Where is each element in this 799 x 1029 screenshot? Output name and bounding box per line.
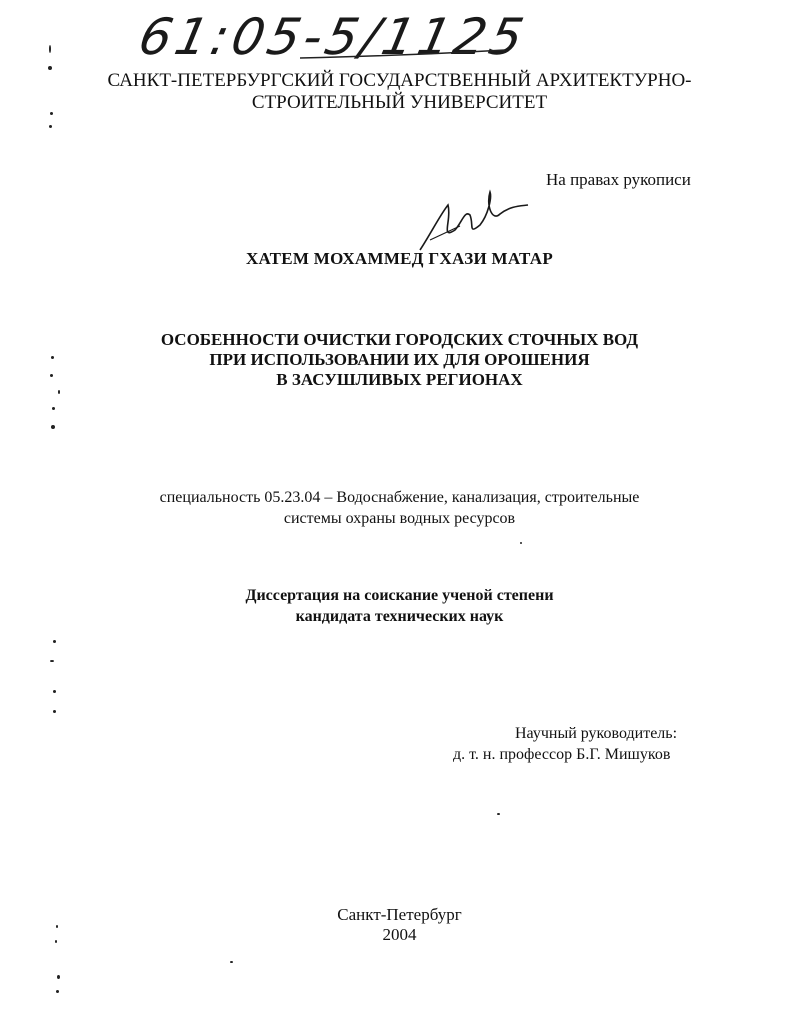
specialty-line1: специальность 05.23.04 – Водоснабжение, канализация, строительные — [159, 489, 640, 506]
scan-speck — [53, 690, 56, 693]
scan-speck — [497, 813, 500, 815]
title-line3: В ЗАСУШЛИВЫХ РЕГИОНАХ — [276, 370, 523, 389]
scan-speck — [51, 356, 54, 359]
scan-speck — [56, 990, 59, 993]
author-name: ХАТЕМ МОХАММЕД ГХАЗИ МАТАР — [245, 249, 554, 268]
dissertation-line1: Диссертация на соискание ученой степени — [245, 587, 554, 604]
specialty-line2: системы охраны водных ресурсов — [283, 510, 516, 527]
scan-speck — [53, 710, 56, 713]
university-name-line2: СТРОИТЕЛЬНЫЙ УНИВЕРСИТЕТ — [251, 92, 548, 113]
title-line1: ОСОБЕННОСТИ ОЧИСТКИ ГОРОДСКИХ СТОЧНЫХ ВОД — [160, 330, 639, 349]
supervisor-label: Научный руководитель: — [515, 725, 678, 742]
scan-speck — [51, 425, 55, 429]
scan-speck — [49, 125, 52, 128]
scan-speck — [520, 542, 522, 544]
scan-speck — [56, 925, 58, 928]
scan-speck — [230, 961, 233, 963]
scan-speck — [50, 660, 54, 662]
scan-speck — [50, 374, 53, 377]
scan-speck — [52, 407, 55, 410]
scan-speck — [53, 640, 56, 643]
title-line2: ПРИ ИСПОЛЬЗОВАНИИ ИХ ДЛЯ ОРОШЕНИЯ — [209, 350, 590, 369]
rights-note: На правах рукописи — [546, 170, 691, 189]
scan-speck — [50, 112, 53, 115]
scan-speck — [49, 45, 51, 53]
scan-speck — [58, 390, 60, 394]
dissertation-line2: кандидата технических наук — [295, 608, 504, 625]
year: 2004 — [382, 925, 417, 944]
scan-speck — [55, 940, 57, 943]
university-name-line1: САНКТ-ПЕТЕРБУРГСКИЙ ГОСУДАРСТВЕННЫЙ АРХИТЕКТУРНО- — [107, 70, 692, 91]
handwritten-archive-code: 61:05-5/1125 — [133, 8, 533, 66]
supervisor-name: д. т. н. профессор Б.Г. Мишуков — [453, 746, 671, 763]
scan-speck — [48, 66, 52, 70]
scan-speck — [57, 975, 60, 979]
city: Санкт-Петербург — [337, 905, 462, 924]
